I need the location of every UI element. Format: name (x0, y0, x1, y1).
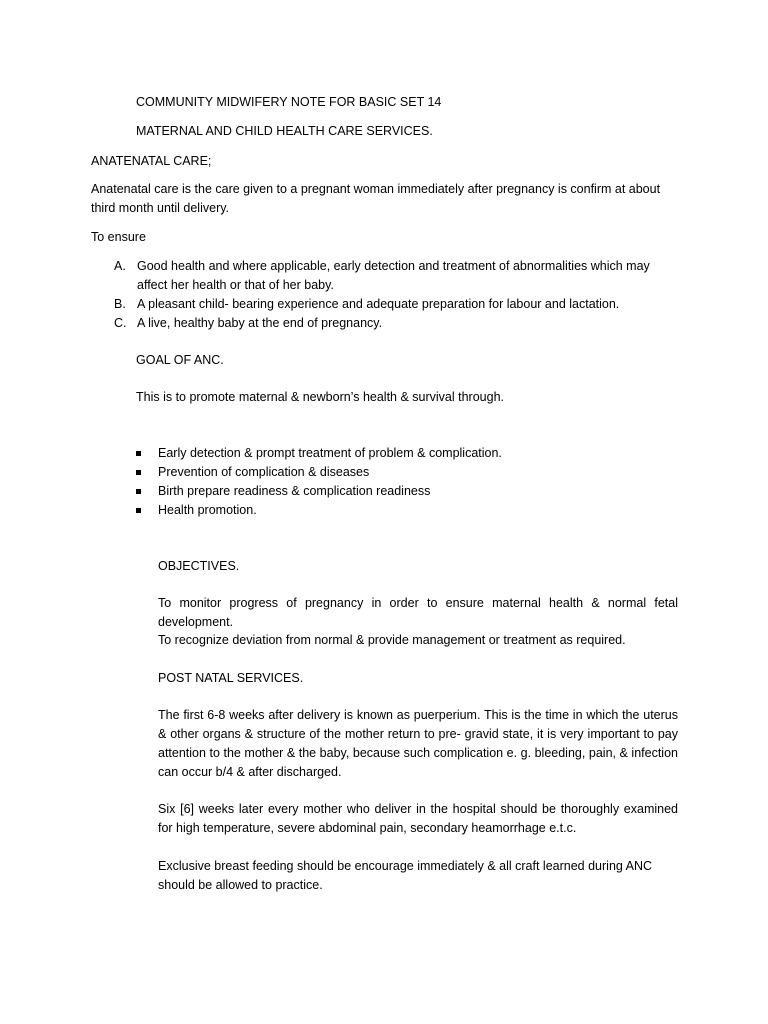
list-marker: A. (114, 259, 126, 273)
list-item (91, 257, 671, 295)
postnatal-paragraph-1: The first 6-8 weeks after delivery is known as puerperium. This is the time in which the uterus & other organs & structure of the mother return to pre- gravid state, it is very important to pay attention to the mother & the baby, because such complication e. g. bleeding, pain, & infection can occur b/4 & after discharged. (158, 708, 678, 779)
anc-definition: Anatenatal care is the care given to a pregnant woman immediately after pregnancy is confirm at about third month until delivery. (91, 182, 661, 215)
list-marker: C. (114, 316, 127, 330)
list-item (136, 463, 696, 482)
list-item (91, 314, 671, 333)
list-item (136, 444, 696, 463)
document-subtitle: MATERNAL AND CHILD HEALTH CARE SERVICES. (136, 124, 433, 138)
ensure-label: To ensure (91, 230, 146, 244)
objectives-paragraph-1: To monitor progress of pregnancy in order to ensure maternal health & normal fetal development. (158, 596, 678, 629)
list-item-text: Birth prepare readiness & complication readiness (158, 484, 431, 498)
list-item-text: A live, healthy baby at the end of pregnancy. (137, 316, 383, 330)
ensure-list (91, 257, 671, 333)
postnatal-paragraph-3: Exclusive breast feeding should be encourage immediately & all craft learned during ANC should be allowed to practice. (158, 859, 653, 892)
square-bullet-icon (136, 451, 141, 456)
list-item-text: Early detection & prompt treatment of problem & complication. (158, 446, 502, 460)
document-title: COMMUNITY MIDWIFERY NOTE FOR BASIC SET 14 (136, 95, 442, 109)
goal-text: This is to promote maternal & newborn’s health & survival through. (136, 390, 505, 404)
square-bullet-icon (136, 508, 141, 513)
goal-bullet-list (136, 444, 696, 520)
square-bullet-icon (136, 489, 141, 494)
square-bullet-icon (136, 470, 141, 475)
objectives-heading: OBJECTIVES. (158, 559, 240, 573)
list-item-text: Good health and where applicable, early detection and treatment of abnormalities which may affect her health or that of her baby. (137, 259, 650, 292)
anc-heading: ANATENATAL CARE; (91, 154, 212, 168)
list-item (91, 295, 671, 314)
list-item (136, 482, 696, 501)
list-item-text: A pleasant child- bearing experience and adequate preparation for labour and lactation. (137, 297, 620, 311)
list-item (136, 501, 696, 520)
postnatal-paragraph-2: Six [6] weeks later every mother who deliver in the hospital should be thoroughly examined for high temperature, severe abdominal pain, secondary heamorrhage e.t.c. (158, 802, 678, 835)
list-marker: B. (114, 297, 126, 311)
list-item-text: Prevention of complication & diseases (158, 465, 370, 479)
postnatal-heading: POST NATAL SERVICES. (158, 671, 304, 685)
objectives-paragraph-2: To recognize deviation from normal & provide management or treatment as required. (158, 633, 626, 647)
goal-heading: GOAL OF ANC. (136, 353, 224, 367)
list-item-text: Health promotion. (158, 503, 257, 517)
